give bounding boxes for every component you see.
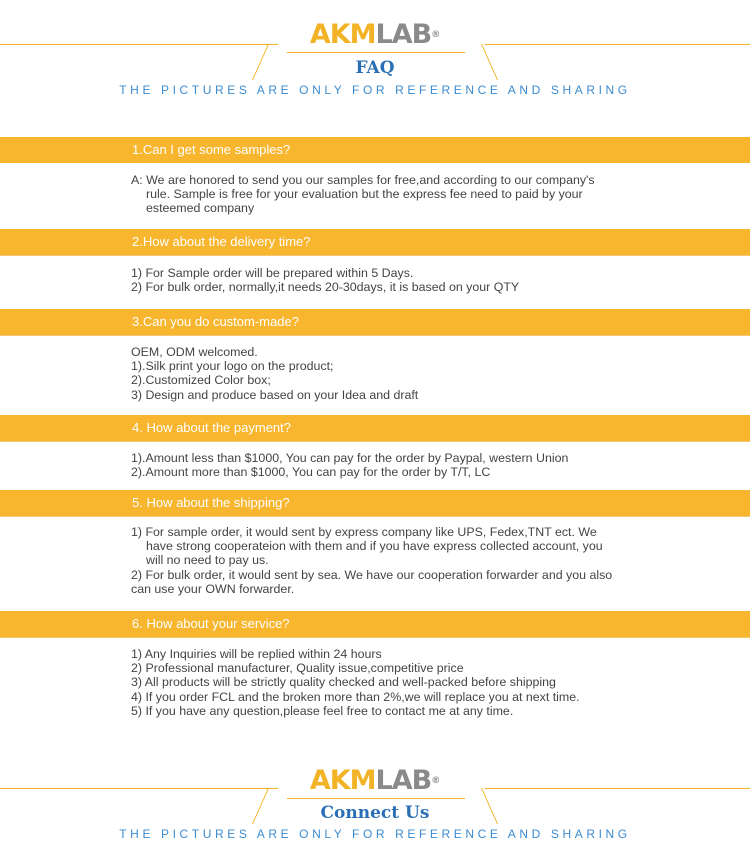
section-divider: [0, 637, 750, 638]
header-banner: [0, 18, 750, 98]
section-divider: [0, 441, 750, 442]
faq-question: 5. How about the shipping?: [132, 495, 290, 510]
section-divider: [0, 255, 750, 256]
answer-line: 3) Design and produce based on your Idea and draft: [131, 387, 419, 402]
logo-akm: AKM: [309, 765, 376, 796]
section-divider: [0, 516, 750, 517]
page-title: FAQ: [355, 58, 395, 78]
section-divider: [0, 335, 750, 336]
faq-question-bar: [0, 137, 750, 163]
header-center-line: [287, 52, 465, 53]
faq-question-bar: [0, 490, 750, 516]
logo-lab: LAB: [375, 765, 432, 796]
answer-line: rule. Sample is free for your evaluation but the express fee need to paid by your: [146, 187, 583, 202]
answer-line: esteemed company: [146, 201, 255, 216]
footer-banner: [0, 762, 750, 842]
answer-line: can use your OWN forwarder.: [131, 581, 295, 596]
akmlab-logo: [0, 20, 750, 50]
akmlab-logo: [0, 766, 750, 796]
answer-line: 1).Silk print your logo on the product;: [131, 359, 334, 374]
answer-line: 1) For Sample order will be prepared within 5 Days.: [131, 266, 414, 280]
faq-question-bar: [0, 309, 750, 335]
answer-line: 2).Amount more than $1000, You can pay for the order by T/T, LC: [131, 465, 491, 480]
answer-line: have strong cooperateion with them and if you have express collected account, you: [146, 539, 603, 554]
footer-subtitle: THE PICTURES ARE ONLY FOR REFERENCE AND SHARING: [119, 827, 631, 841]
answer-line: 2) Professional manufacturer, Quality issue,competitive price: [131, 661, 464, 676]
faq-question: 2.How about the delivery time?: [132, 234, 311, 249]
connect-title: Connect Us: [320, 803, 430, 823]
faq-question: 4. How about the payment?: [132, 420, 291, 435]
faq-question-bar: [0, 415, 750, 441]
answer-line: 1) For sample order, it would sent by express company like UPS, Fedex,TNT ect. We: [131, 525, 597, 539]
faq-answer: [131, 173, 671, 216]
footer-center-line: [287, 798, 465, 799]
logo-registered-mark: ®: [431, 30, 441, 40]
answer-line: 2).Customized Color box;: [131, 373, 271, 388]
logo-registered-mark: ®: [431, 776, 441, 786]
logo-akm: AKM: [309, 19, 376, 50]
answer-line: A: We are honored to send you our samples for free,and according to our company's: [131, 173, 595, 187]
faq-question: 3.Can you do custom-made?: [132, 314, 299, 329]
answer-line: 1) Any Inquiries will be replied within 24 hours: [131, 647, 382, 661]
faq-answer: [131, 647, 671, 718]
faq-question: 6. How about your service?: [132, 616, 290, 631]
faq-answer: [131, 266, 671, 294]
answer-line: 5) If you have any question,please feel free to contact me at any time.: [131, 703, 514, 718]
faq-answer: [131, 345, 671, 402]
answer-line: 2) For bulk order, it would sent by sea. We have our cooperation forwarder and you also: [131, 567, 613, 582]
faq-question-bar: [0, 611, 750, 637]
header-subtitle: THE PICTURES ARE ONLY FOR REFERENCE AND SHARING: [119, 83, 631, 97]
answer-line: OEM, ODM welcomed.: [131, 345, 258, 359]
answer-line: 1).Amount less than $1000, You can pay for the order by Paypal, western Union: [131, 451, 569, 465]
faq-question: 1.Can I get some samples?: [132, 142, 291, 157]
faq-answer: [131, 525, 671, 596]
faq-answer: [131, 451, 671, 479]
answer-line: 4) If you order FCL and the broken more than 2%,we will replace you at next time.: [131, 689, 580, 704]
answer-line: will no need to pay us.: [146, 553, 269, 568]
logo-lab: LAB: [375, 19, 432, 50]
answer-line: 3) All products will be strictly quality checked and well-packed before shipping: [131, 675, 556, 690]
answer-line: 2) For bulk order, normally,it needs 20-30days, it is based on your QTY: [131, 280, 520, 295]
faq-question-bar: [0, 229, 750, 255]
